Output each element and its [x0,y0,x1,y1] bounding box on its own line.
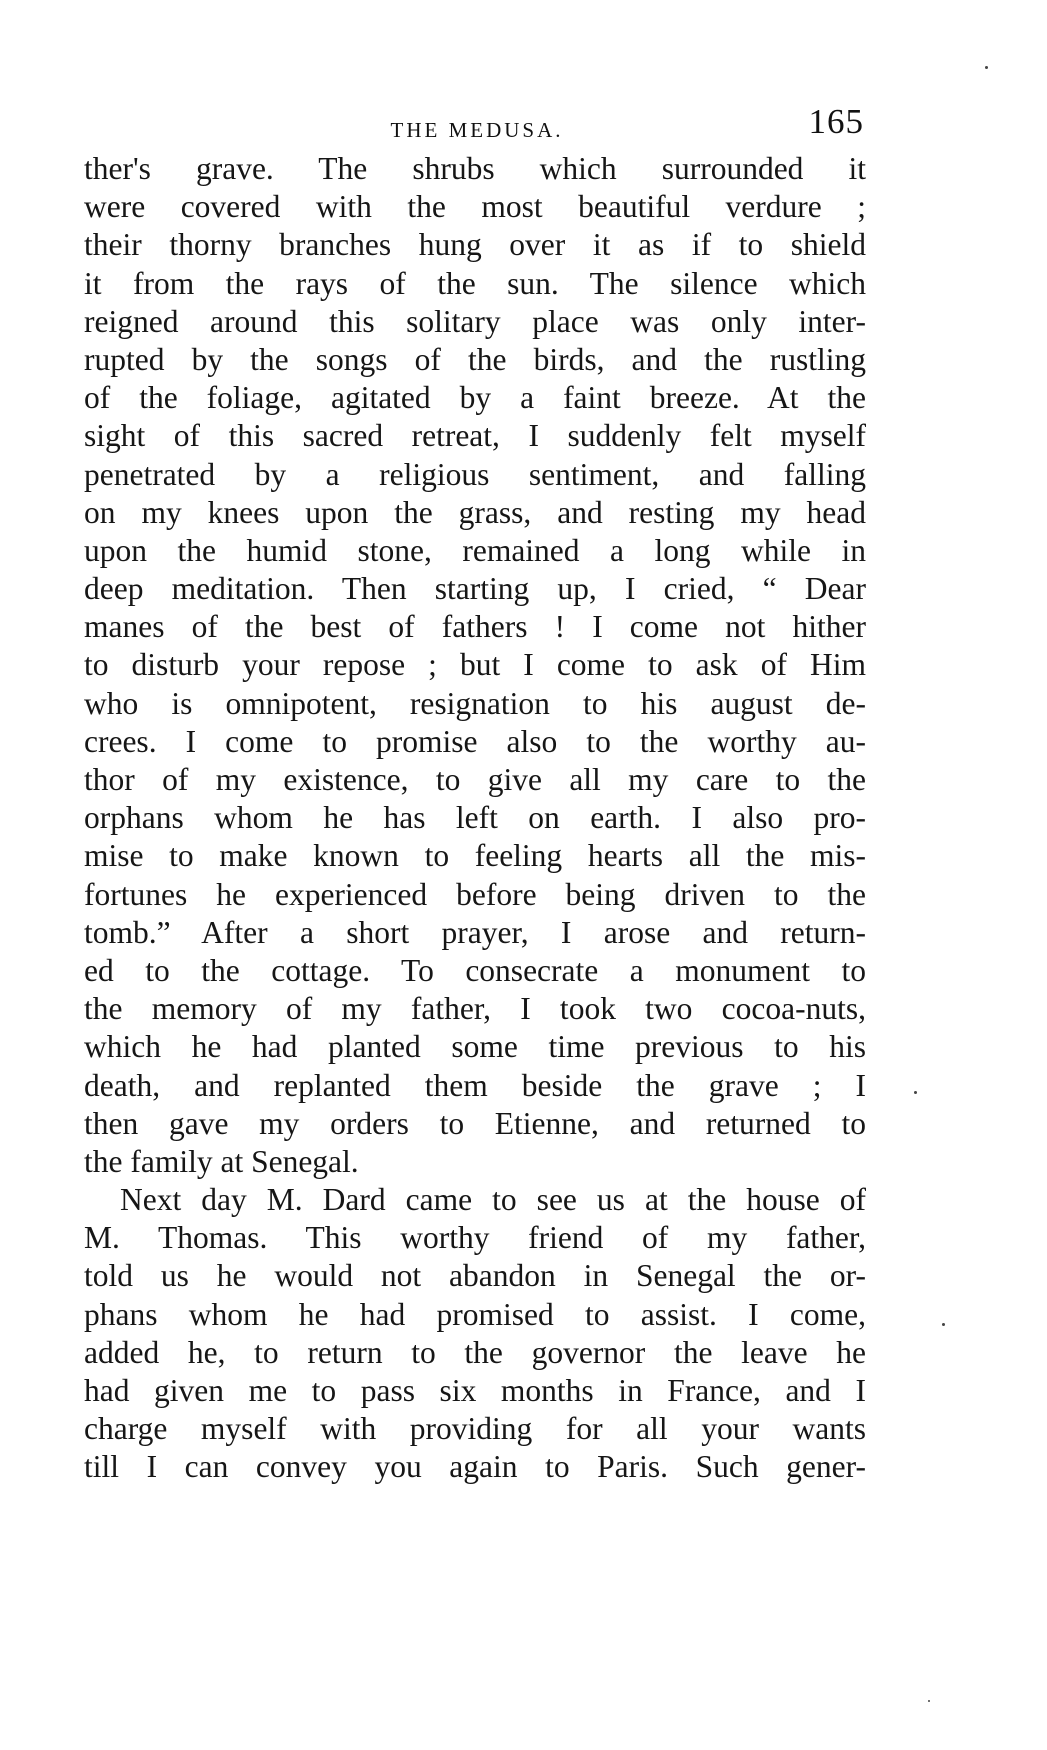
text-line: deep meditation. Then starting up, I cried, “ Dear [84,571,866,607]
paragraph [84,1181,866,1487]
print-speck [914,1091,917,1094]
text-line: on my knees upon the grass, and resting my head [84,494,866,530]
text-line: Next day M. Dard came to see us at the house of [120,1182,866,1218]
running-head [82,102,872,142]
text-line: orphans whom he has left on earth. I also pro- [84,800,866,836]
paragraph [84,150,866,1181]
text-line: manes of the best of fathers ! I come not hither [84,609,866,645]
text-line: sight of this sacred retreat, I suddenly felt myself [84,418,866,454]
text-line: it from the rays of the sun. The silence which [84,265,866,301]
text-line: thor of my existence, to give all my care to the [84,762,866,797]
text-line: ed to the cottage. To consecrate a monument to [84,952,866,988]
text-line: of the foliage, agitated by a faint breeze. At the [84,380,866,416]
text-line: death, and replanted them beside the grave ; I [84,1067,866,1103]
text-line: rupted by the songs of the birds, and the rustling [84,341,866,377]
text-line: to disturb your repose ; but I come to ask of Him [84,647,866,683]
text-line: ther's grave. The shrubs which surrounded it [84,151,866,186]
text-line: then gave my orders to Etienne, and returned to [84,1105,866,1141]
text-line: tomb.” After a short prayer, I arose and return- [84,914,866,950]
text-line: phans whom he had promised to assist. I come, [84,1296,866,1332]
text-line: which he had planted some time previous to his [84,1029,866,1065]
text-line: who is omnipotent, resignation to his august de- [84,685,866,721]
body-text [84,150,866,1487]
print-speck [942,1323,945,1326]
text-line: added he, to return to the governor the leave he [84,1334,866,1370]
text-line: were covered with the most beautiful verdure ; [84,189,866,225]
text-line: charge myself with providing for all your wants [84,1411,866,1447]
text-line: the memory of my father, I took two cocoa-nuts, [84,991,866,1027]
text-line: had given me to pass six months in France, and I [84,1373,866,1408]
text-line: reigned around this solitary place was only inter- [84,303,866,339]
text-line: mise to make known to feeling hearts all the mis- [84,838,866,874]
text-line: penetrated by a religious sentiment, and falling [84,456,866,492]
running-title: THE MEDUSA. [390,118,564,142]
text-line: fortunes he experienced before being driven to the [84,876,866,912]
text-line: till I can convey you again to Paris. Such gener- [84,1449,866,1485]
text-line: the family at Senegal. [84,1143,359,1179]
print-speck [928,1700,930,1702]
page-number: 165 [808,102,864,141]
text-line: upon the humid stone, remained a long while in [84,532,866,568]
text-line: crees. I come to promise also to the worthy au- [84,723,866,759]
text-line: told us he would not abandon in Senegal the or- [84,1258,866,1294]
text-line: their thorny branches hung over it as if to shield [84,227,866,263]
text-line: M. Thomas. This worthy friend of my father, [84,1220,866,1256]
print-speck [985,66,988,69]
